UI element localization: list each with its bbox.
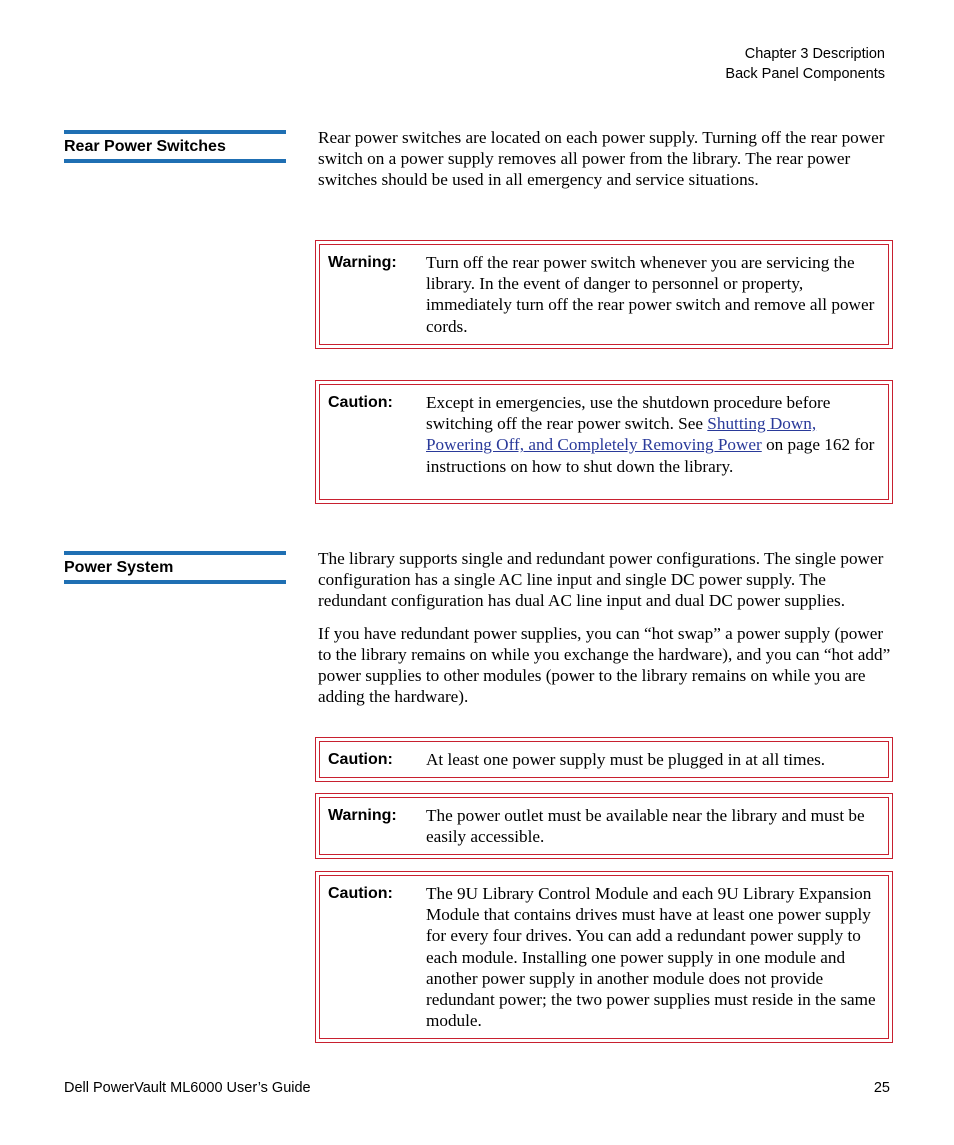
caution-label: Caution: (328, 751, 393, 768)
section-title: Power System (64, 559, 174, 576)
rear-power-body (318, 127, 894, 202)
caution-label: Caution: (328, 394, 393, 411)
caution-text (426, 392, 880, 492)
caution-box (315, 380, 893, 504)
caution-text: At least one power supply must be plugged in at all times. (426, 750, 826, 769)
caution-text: The 9U Library Control Module and each 9U Library Expansion Module that contains drives must have at least one power supply for every four drives. You can add a redundant power supply to each module. Installing one power supply in one module and another power supply in another module does not provide redundant power; the two power supplies must reside in the same module. (426, 884, 876, 1031)
warning-box (315, 793, 893, 859)
warning-text: Turn off the rear power switch whenever you are servicing the library. In the event of danger to personnel or property, immediately turn off the rear power switch and remove all power cords. (426, 253, 875, 336)
shutdown-link[interactable]: Shutting Down, Powering Off, and Completely Removing Power (426, 414, 817, 455)
caution-box (315, 737, 893, 782)
section-title: Rear Power Switches (64, 138, 226, 155)
warning-label: Warning: (328, 254, 397, 271)
power-system-body (318, 548, 894, 718)
heading-rule-bottom (64, 580, 286, 584)
warning-text: The power outlet must be available near the library and must be easily accessible. (426, 806, 865, 847)
footer-title: Dell PowerVault ML6000 User’s Guide (64, 1080, 311, 1096)
heading-rule-bottom (64, 159, 286, 163)
caution-label: Caution: (328, 885, 393, 902)
section-heading-rear-power (64, 130, 286, 163)
running-header (725, 44, 885, 84)
warning-label: Warning: (328, 807, 397, 824)
caution-box (315, 871, 893, 1043)
paragraph: If you have redundant power supplies, you can “hot swap” a power supply (power to the library remains on while you exchange the hardware), and you can “hot add” power supplies to other modules (power to the library remains on while you are adding the hardware). (318, 623, 891, 707)
page-number: 25 (873, 1080, 890, 1096)
section-heading-power-system (64, 551, 286, 584)
header-section: Back Panel Components (725, 66, 885, 82)
paragraph: Rear power switches are located on each power supply. Turning off the rear power switch on a power supply removes all power from the library. The rear power switches should be used in all emergency and service situations. (318, 128, 885, 190)
caution-text-before: Except in emergencies, use the shutdown procedure before switching off the rear power switch. See (426, 393, 831, 434)
header-chapter: Chapter 3 Description (744, 46, 885, 62)
paragraph: The library supports single and redundant power configurations. The single power configuration has a single AC line input and single DC power supply. The redundant configuration has dual AC line input and dual DC power supplies. (318, 549, 884, 611)
warning-box (315, 240, 893, 349)
caution-text-after: on page 162 for instructions on how to shut down the library. (426, 435, 875, 476)
